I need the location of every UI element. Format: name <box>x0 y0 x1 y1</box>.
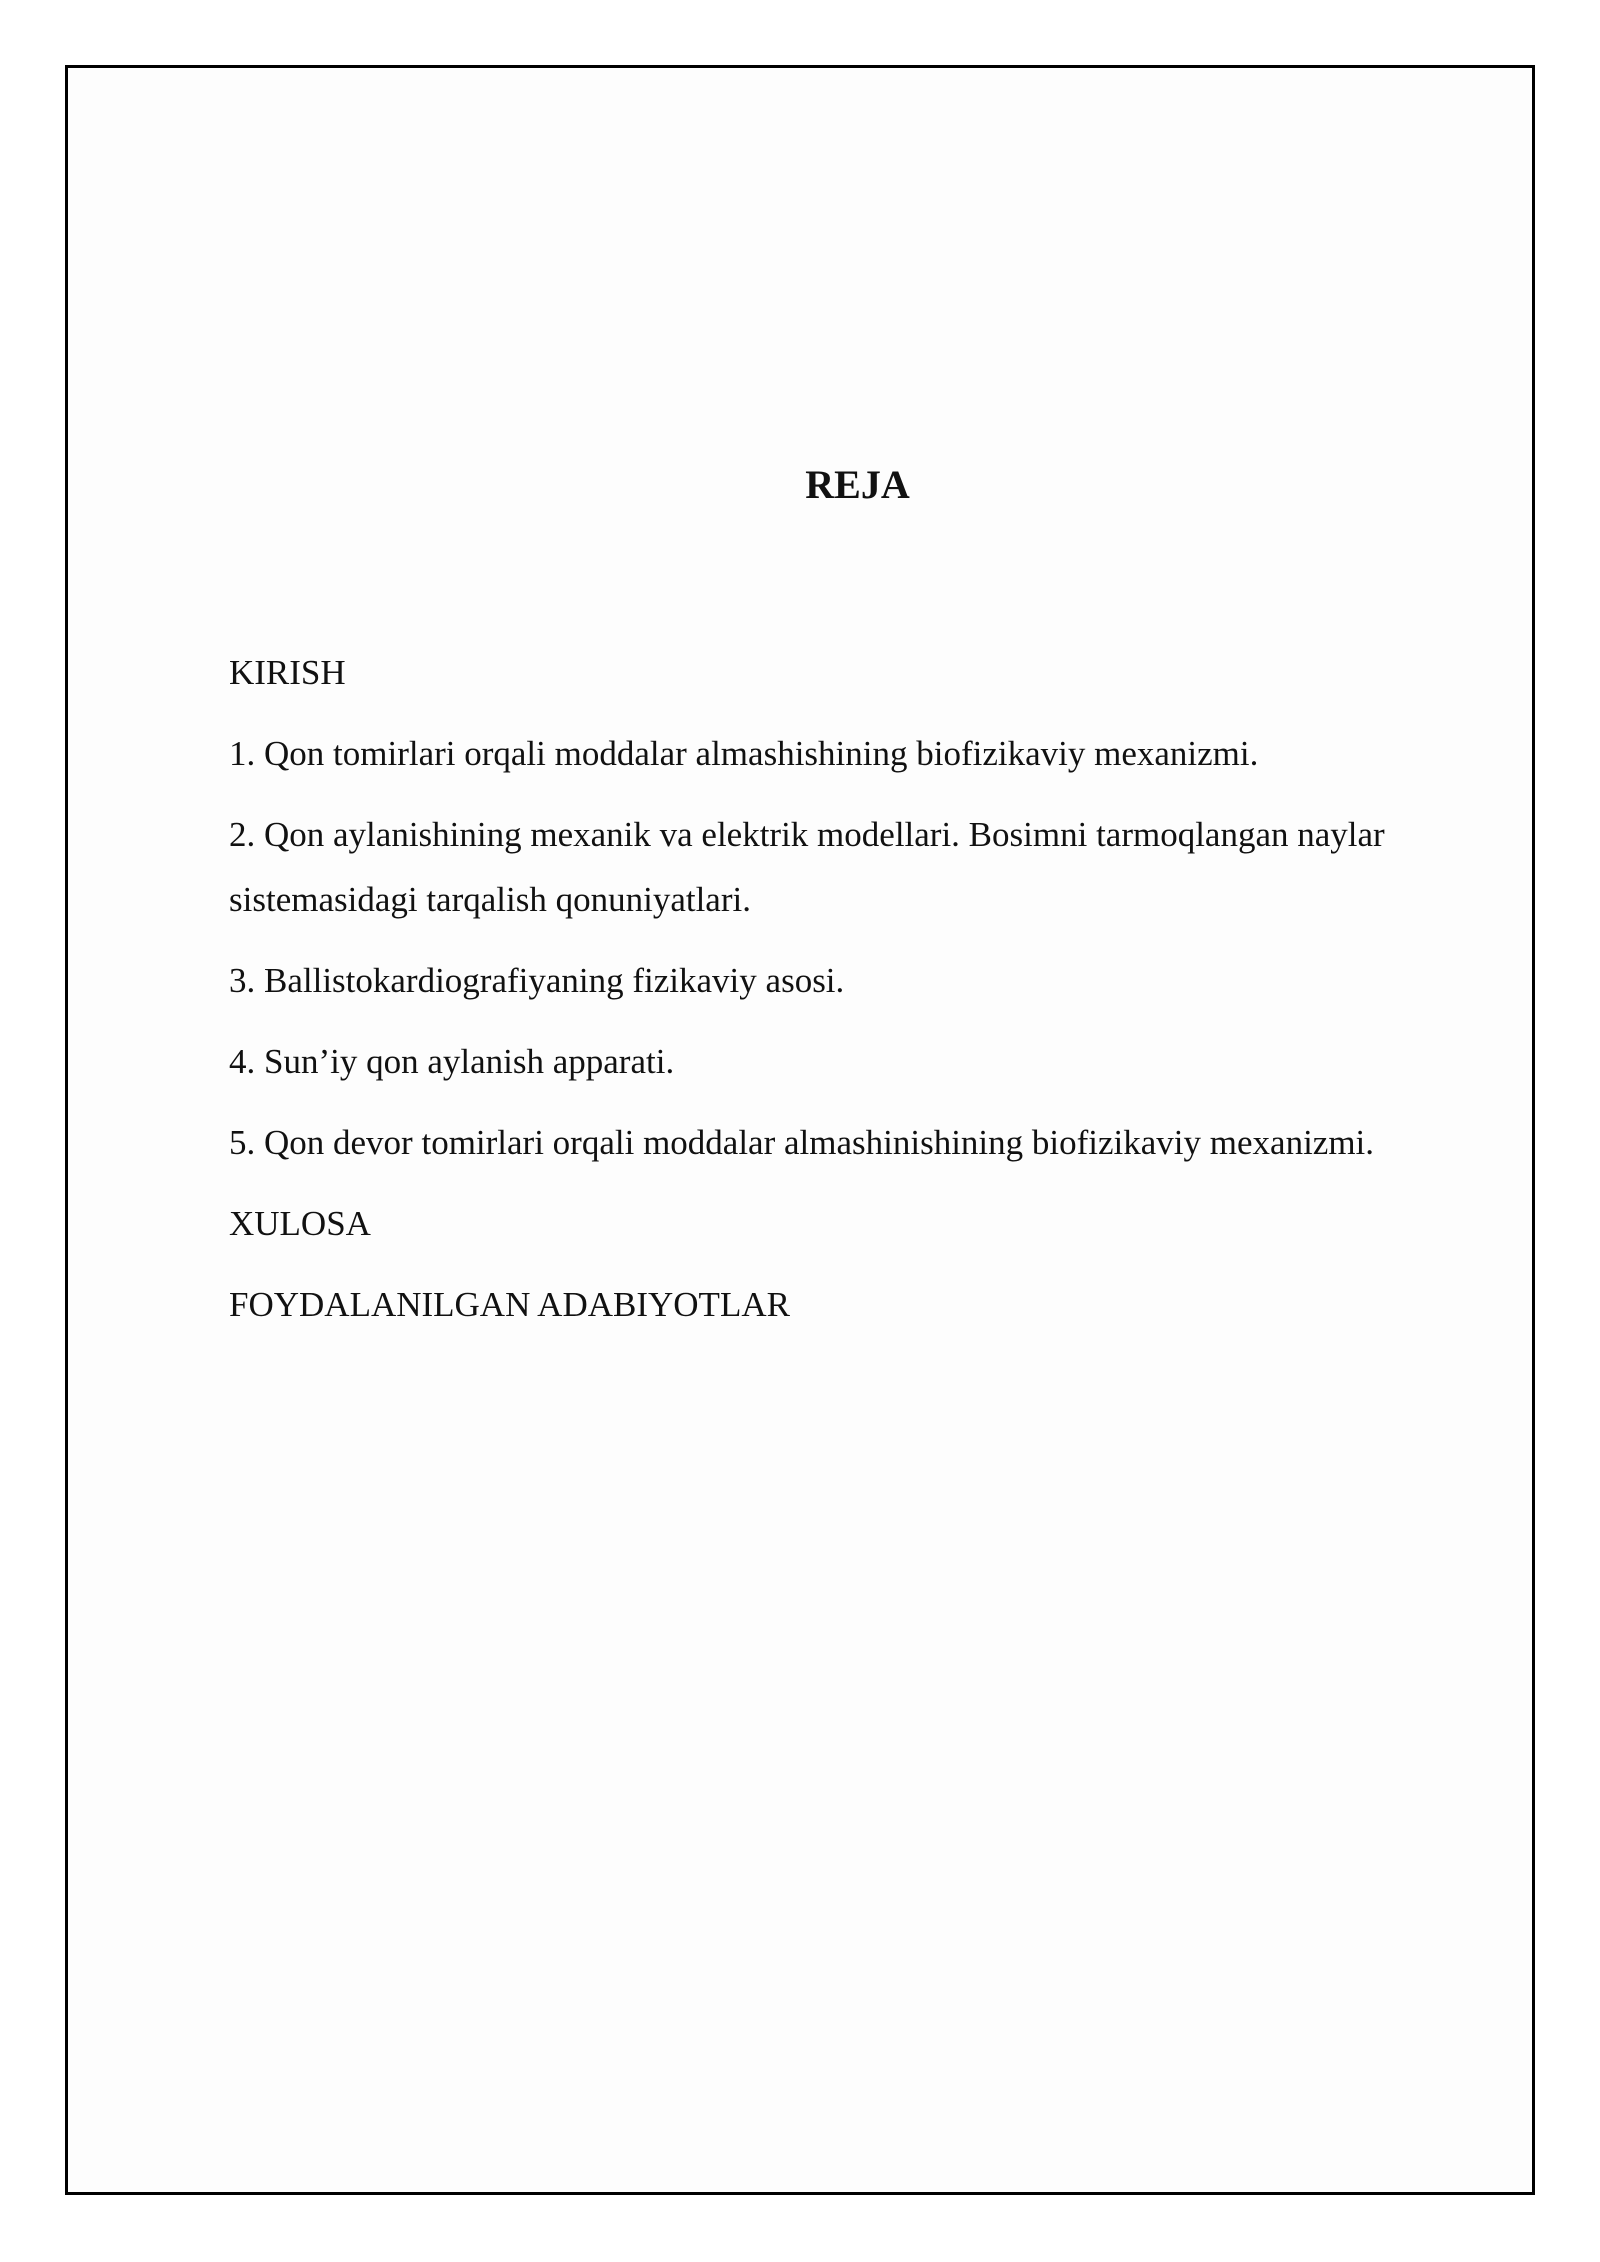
plan-item-references: FOYDALANILGAN ADABIYOTLAR <box>229 1285 790 1324</box>
plan-item-1: 1. Qon tomirlari orqali moddalar almashishining biofizikaviy mexanizmi. <box>229 734 1259 773</box>
plan-item-4: 4. Sun’iy qon aylanish apparati. <box>229 1042 675 1081</box>
plan-list <box>229 640 1489 1353</box>
plan-item-2: 2. Qon aylanishining mexanik va elektrik modellari. Bosimni tarmoqlangan naylar sistemasidagi tarqalish qonuniyatlari. <box>229 815 1385 919</box>
plan-item-5: 5. Qon devor tomirlari orqali moddalar almashinishining biofizikaviy mexanizmi. <box>229 1123 1375 1162</box>
plan-item-introduction: KIRISH <box>229 653 346 692</box>
plan-item-3: 3. Ballistokardiografiyaning fizikaviy asosi. <box>229 961 845 1000</box>
document-title: REJA <box>805 462 910 507</box>
plan-item-conclusion: XULOSA <box>229 1204 371 1243</box>
